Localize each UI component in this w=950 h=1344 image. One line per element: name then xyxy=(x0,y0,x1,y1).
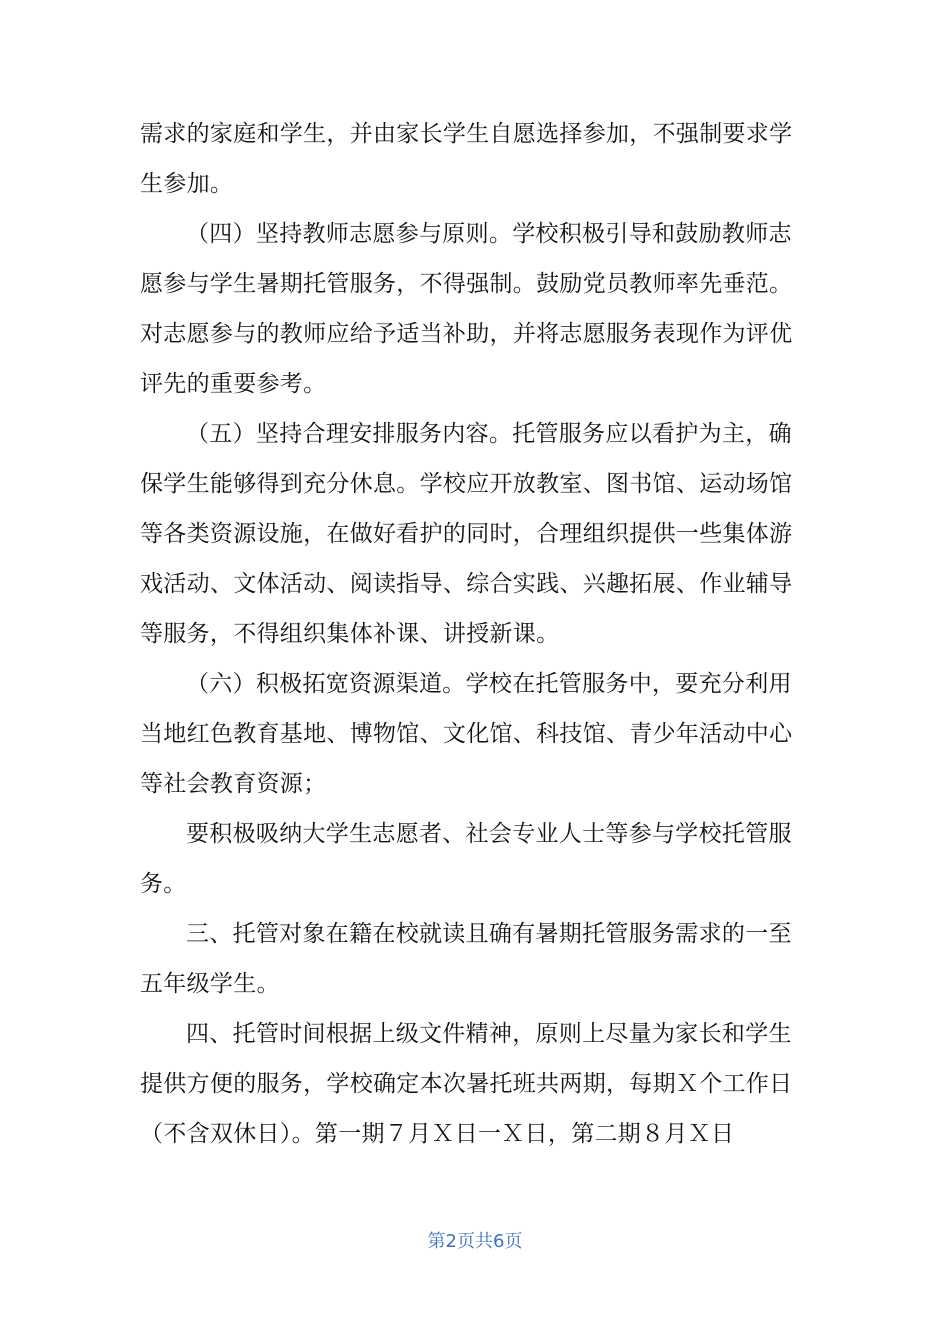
paragraph-first-line: （五）坚持合理安排服务内容。托管服务应以看护为主，确 xyxy=(186,421,792,447)
text-line: 等服务，不得组织集体补课、讲授新课。 xyxy=(140,621,560,647)
document-body xyxy=(140,109,810,1159)
page-number-footer: 第2页共6页 xyxy=(427,1231,523,1252)
paragraph-first-line: 三、托管对象在籍在校就读且确有暑期托管服务需求的一至 xyxy=(186,921,792,947)
text-line: 等各类资源设施，在做好看护的同时，合理组织提供一些集体游 xyxy=(140,521,793,547)
text-line: （不含双休日）。第一期７月Ｘ日一Ｘ日，第二期８月Ｘ日 xyxy=(140,1121,735,1147)
text-line: 务。 xyxy=(140,871,187,897)
text-line: 需求的家庭和学生，并由家长学生自愿选择参加，不强制要求学 xyxy=(140,121,793,147)
paragraph-first-line: （四）坚持教师志愿参与原则。学校积极引导和鼓励教师志 xyxy=(186,221,792,247)
text-line: 对志愿参与的教师应给予适当补助，并将志愿服务表现作为评优 xyxy=(140,321,793,347)
paragraph-first-line: 四、托管时间根据上级文件精神，原则上尽量为家长和学生 xyxy=(186,1021,792,1047)
text-line: 评先的重要参考。 xyxy=(140,371,327,397)
text-line: 戏活动、文体活动、阅读指导、综合实践、兴趣拓展、作业辅导 xyxy=(140,571,793,597)
text-line: 愿参与学生暑期托管服务，不得强制。鼓励党员教师率先垂范。 xyxy=(140,271,793,297)
paragraph-first-line: 要积极吸纳大学生志愿者、社会专业人士等参与学校托管服 xyxy=(186,821,792,847)
text-line: 提供方便的服务，学校确定本次暑托班共两期，每期Ｘ个工作日 xyxy=(140,1071,793,1097)
paragraph-first-line: （六）积极拓宽资源渠道。学校在托管服务中，要充分利用 xyxy=(186,671,792,697)
text-line: 五年级学生。 xyxy=(140,971,280,997)
text-line: 等社会教育资源； xyxy=(140,771,327,797)
text-line: 保学生能够得到充分休息。学校应开放教室、图书馆、运动场馆 xyxy=(140,471,793,497)
text-line: 生参加。 xyxy=(140,171,234,197)
text-line: 当地红色教育基地、博物馆、文化馆、科技馆、青少年活动中心 xyxy=(140,721,793,747)
